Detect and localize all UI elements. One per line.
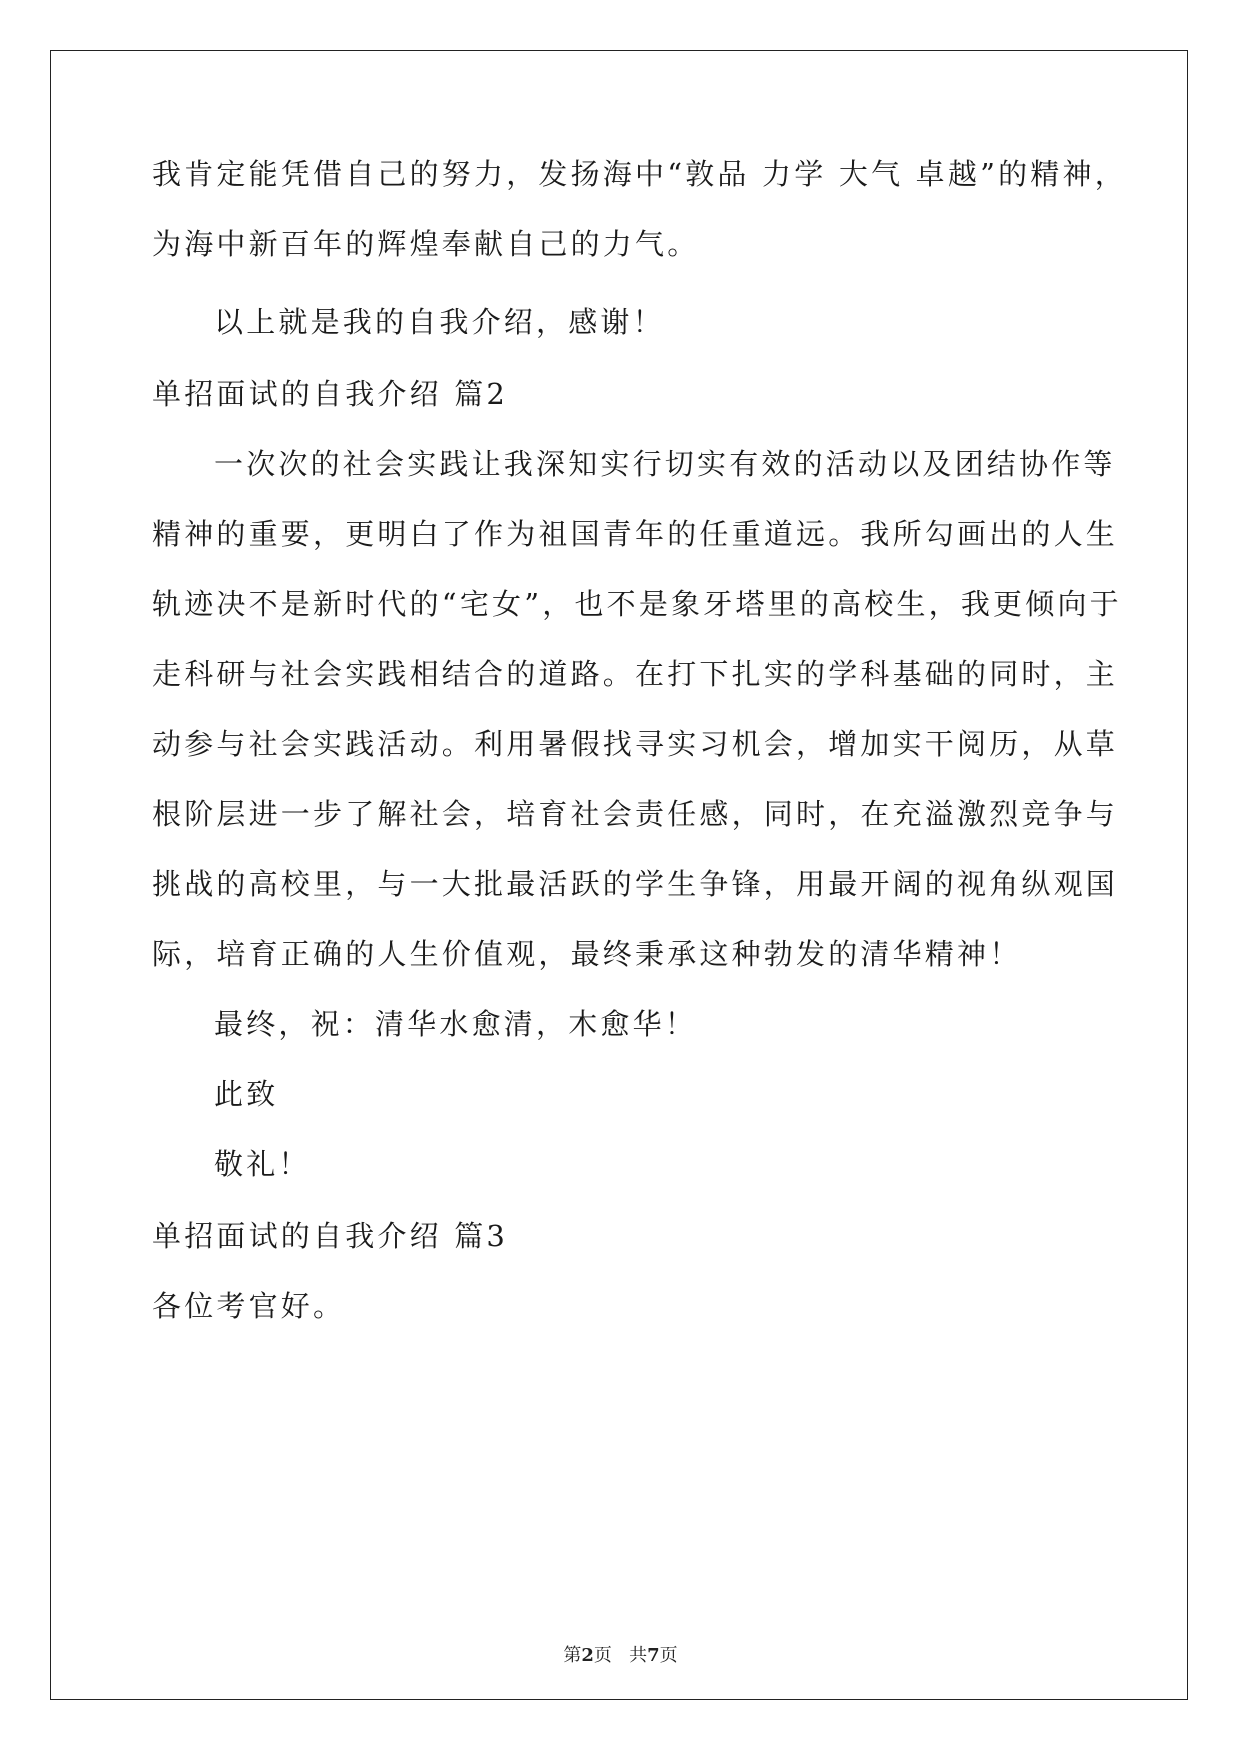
paragraph-line: 我肯定能凭借自己的努力，发扬海中“敦品 力学 大气 卓越”的精神，	[152, 157, 1127, 191]
section-heading: 单招面试的自我介绍 篇3	[152, 1219, 509, 1253]
paragraph-line: 以上就是我的自我介绍，感谢！	[214, 305, 665, 339]
paragraph-line: 际，培育正确的人生价值观，最终秉承这种勃发的清华精神！	[152, 937, 1022, 971]
footer-prefix: 第	[563, 1645, 582, 1666]
paragraph-line: 一次次的社会实践让我深知实行切实有效的活动以及团结协作等	[214, 447, 1116, 481]
paragraph-line: 根阶层进一步了解社会，培育社会责任感，同时，在充溢激烈竞争与	[152, 797, 1119, 831]
current-page-number: 2	[581, 1645, 594, 1666]
closing-line: 敬礼！	[214, 1147, 311, 1181]
paragraph-line: 最终，祝：清华水愈清，木愈华！	[214, 1007, 698, 1041]
footer-middle: 页 共	[593, 1645, 648, 1666]
closing-line: 此致	[214, 1077, 279, 1111]
paragraph-line: 为海中新百年的辉煌奉献自己的力气。	[152, 227, 700, 261]
section-heading: 单招面试的自我介绍 篇2	[152, 377, 509, 411]
paragraph-line: 轨迹决不是新时代的“宅女”，也不是象牙塔里的高校生，我更倾向于	[152, 587, 1122, 621]
footer-suffix: 页	[659, 1645, 678, 1666]
paragraph-line: 挑战的高校里，与一大批最活跃的学生争锋，用最开阔的视角纵观国	[152, 867, 1119, 901]
paragraph-line: 精神的重要，更明白了作为祖国青年的任重道远。我所勾画出的人生	[152, 517, 1119, 551]
total-page-count: 7	[647, 1645, 660, 1666]
paragraph-line: 各位考官好。	[152, 1289, 346, 1323]
paragraph-line: 走科研与社会实践相结合的道路。在打下扎实的学科基础的同时，主	[152, 657, 1119, 691]
page-footer	[0, 1644, 1241, 1668]
paragraph-line: 动参与社会实践活动。利用暑假找寻实习机会，增加实干阅历，从草	[152, 727, 1119, 761]
